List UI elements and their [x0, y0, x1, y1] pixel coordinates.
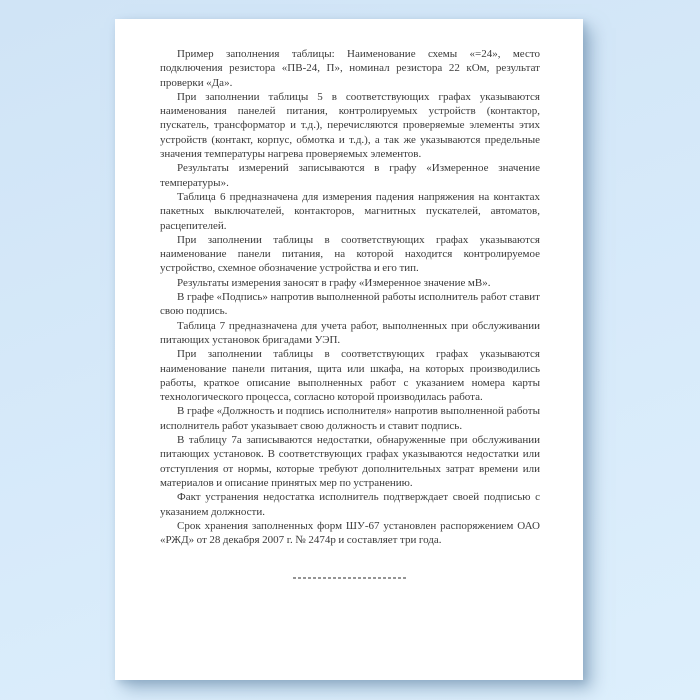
paragraph: При заполнении таблицы в соответствующих графах указываются наименование панели питания, щита или шкафа, на которых производились работы, краткое описание выполненных работ с указанием номера карты технологического процесса, согласно которой производилась работа.	[160, 348, 540, 404]
paragraph: Таблица 6 предназначена для измерения падения напряжения на контактах пакетных выключателей, контакторов, магнитных пускателей, автоматов, расцепителей.	[160, 190, 540, 232]
paragraph: При заполнении таблицы в соответствующих графах указываются наименование панели питания, на которой находится контролируемое устройство, схемное обозначение устройства и его тип.	[160, 233, 540, 275]
paragraph: В графе «Подпись» напротив выполненной работы исполнитель работ ставит свою подпись.	[160, 291, 540, 318]
paragraph: В графе «Должность и подпись исполнителя» напротив выполненной работы исполнитель работ указывает свою должность и ставит подпись.	[160, 405, 540, 432]
paragraph: Факт устранения недостатка исполнитель подтверждает своей подписью с указанием должности.	[160, 491, 540, 518]
paragraph: Результаты измерений записываются в графу «Измеренное значение температуры».	[160, 162, 540, 189]
horizontal-divider	[293, 577, 407, 579]
paragraph: Срок хранения заполненных форм ШУ-67 установлен распоряжением ОАО «РЖД» от 28 декабря 2007 г. № 2474р и составляет три года.	[160, 519, 540, 547]
paragraph: В таблицу 7а записываются недостатки, обнаруженные при обслуживании питающих установок. В соответствующих графах указываются недостатки или отступления от нормы, которые требуют дополнительных затрат времени или материалов и описание принятых мер по устранению.	[160, 434, 540, 489]
paragraph: Результаты измерения заносят в графу «Измеренное значение мВ».	[177, 276, 491, 289]
document-page	[115, 19, 583, 680]
paragraph: Таблица 7 предназначена для учета работ, выполненных при обслуживании питающих установок бригадами УЭП.	[160, 319, 540, 346]
paragraph: При заполнении таблицы 5 в соответствующих графах указываются наименования панелей питания, контролируемых устройств (контактор, пускатель, трансформатор и т.д.), перечисляются проверяемые элементы этих устройств (контакт, корпус, обмотка и т.д.), а так же указываются предельные значения температуры нагрева проверяемых элементов.	[160, 90, 540, 161]
document-text-block	[160, 47, 540, 579]
paragraph: Пример заполнения таблицы: Наименование схемы «=24», место подключения резистора «ПВ-24, П», номинал резистора 22 кОм, результат проверки «Да».	[160, 48, 540, 89]
